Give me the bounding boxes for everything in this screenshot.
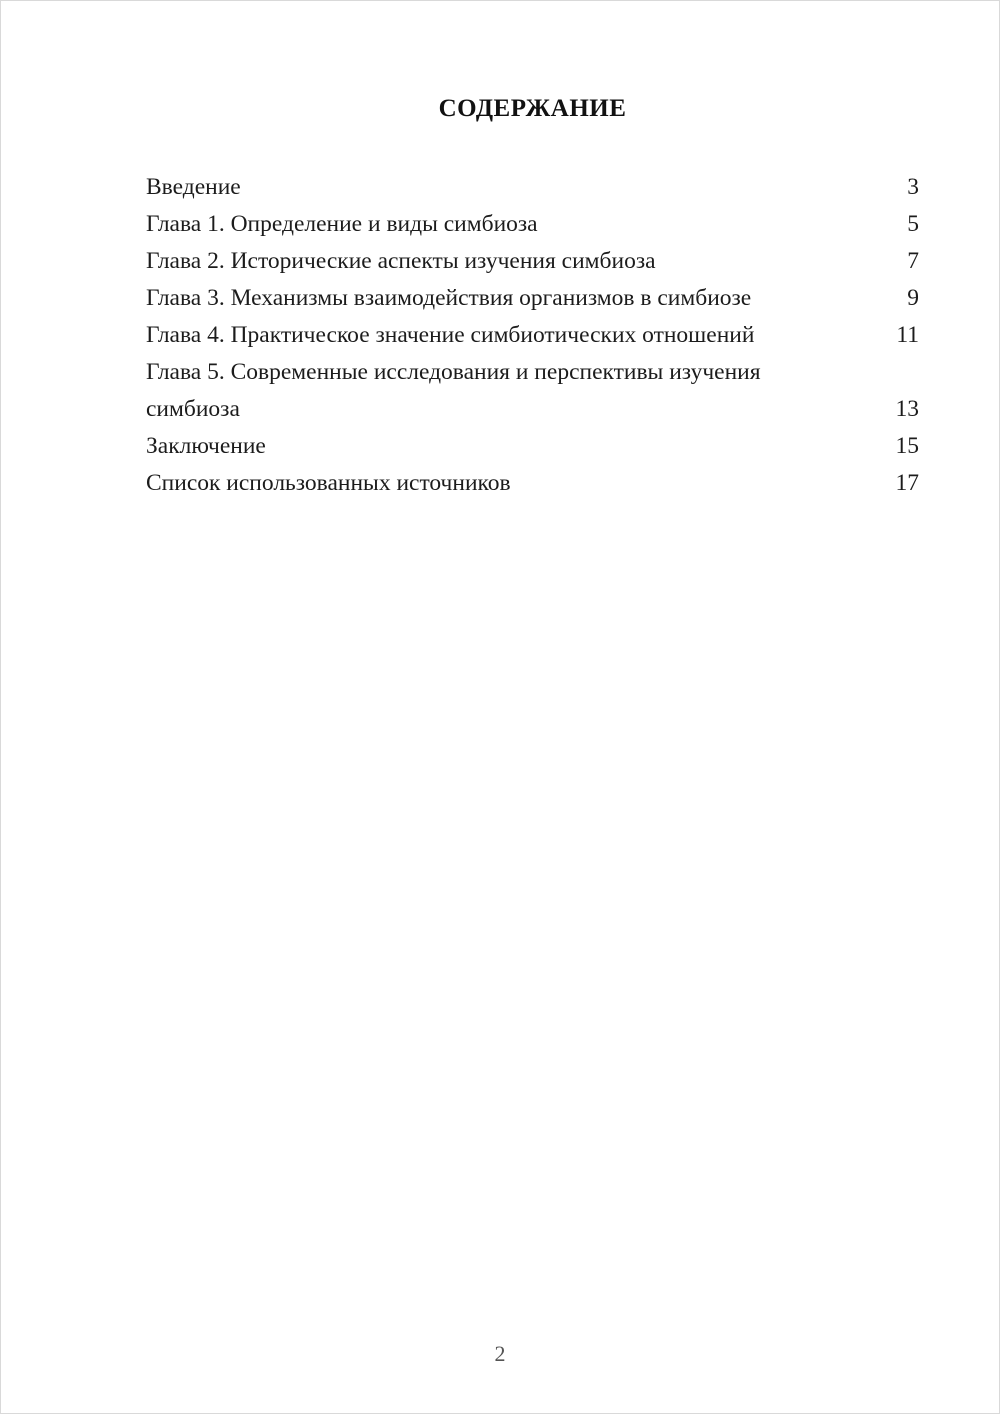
toc-entry-page: 3	[907, 174, 919, 200]
table-of-contents	[146, 169, 919, 502]
toc-entry	[146, 465, 919, 502]
toc-entry-label: Заключение	[146, 433, 266, 459]
toc-entry-label: Глава 1. Определение и виды симбиоза	[146, 211, 538, 237]
toc-entry	[146, 280, 919, 317]
toc-entry	[146, 206, 919, 243]
toc-entry	[146, 243, 919, 280]
toc-entry-label: Глава 2. Исторические аспекты изучения симбиоза	[146, 248, 656, 274]
toc-entry-label: Глава 5. Современные исследования и перспективы изучения симбиоза	[146, 359, 761, 422]
toc-entry-label: Глава 4. Практическое значение симбиотических отношений	[146, 322, 755, 348]
page-title: СОДЕРЖАНИЕ	[438, 95, 627, 122]
toc-entry-label: Список использованных источников	[146, 470, 511, 496]
toc-entry-page: 9	[907, 285, 919, 311]
toc-entry	[146, 428, 919, 465]
toc-entry	[146, 169, 919, 206]
toc-entry	[146, 317, 919, 354]
page-number: 2	[494, 1341, 506, 1366]
toc-entry-label: Введение	[146, 174, 241, 200]
toc-entry-label: Глава 3. Механизмы взаимодействия организмов в симбиозе	[146, 285, 752, 311]
toc-entry-page: 11	[896, 322, 919, 348]
toc-entry	[146, 354, 919, 428]
toc-entry-page: 15	[895, 433, 919, 459]
toc-entry-page: 5	[907, 211, 919, 237]
toc-entry-page: 13	[895, 396, 919, 422]
toc-entry-page: 17	[895, 470, 919, 496]
toc-entry-page: 7	[907, 248, 919, 274]
